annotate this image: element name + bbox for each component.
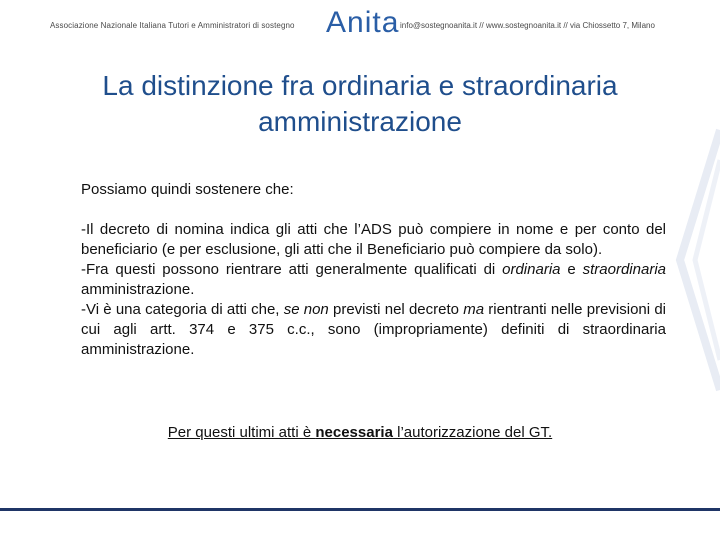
text-fragment: previsti nel decreto [328, 301, 464, 318]
text-fragment: amministrazione. [81, 281, 195, 298]
anita-logo [326, 6, 400, 46]
logo-text: Anita [326, 6, 400, 39]
text-fragment: -Vi è una categoria di atti che, [81, 301, 284, 318]
organization-name: Associazione Nazionale Italiana Tutori e Amministratori di sostegno [50, 21, 295, 30]
footer-divider [0, 508, 720, 511]
emphasis-ma: ma [463, 301, 485, 318]
emphasis-straordinaria: straordinaria [582, 261, 666, 278]
decorative-watermark [660, 100, 720, 400]
conclusion-line [0, 424, 720, 441]
slide-title: La distinzione fra ordinaria e straordinaria amministrazione [102, 70, 618, 137]
contact-info: info@sostegnoanita.it // www.sostegnoanita.it // via Chiossetto 7, Milano [400, 21, 655, 30]
text-fragment: rientranti nelle previsioni di cui agli artt. 374 e 375 c.c., sono (impropriamente) definiti di straordinaria amministrazione. [81, 301, 666, 358]
slide-body [81, 180, 666, 360]
paragraph-decree: -Il decreto di nomina indica gli atti che l’ADS può compiere in nome e per conto del beneficiario (e per esclusione, gli atti che il Beneficiario può compiere da solo). [81, 221, 666, 258]
text-fragment: Per questi ultimi atti è [167, 424, 316, 441]
paragraph-category [81, 300, 666, 360]
emphasis-necessaria: necessaria [315, 424, 393, 441]
text-fragment: -Fra questi possono rientrare atti generalmente qualificati di [81, 261, 503, 278]
header [0, 0, 720, 58]
emphasis-ordinaria: ordinaria [502, 261, 561, 278]
paragraph-acts [81, 260, 666, 300]
text-fragment: l’autorizzazione del GT. [392, 424, 553, 441]
intro-text: Possiamo quindi sostenere che: [81, 181, 294, 198]
emphasis-se-non: se non [283, 301, 329, 318]
text-fragment: e [560, 261, 583, 278]
